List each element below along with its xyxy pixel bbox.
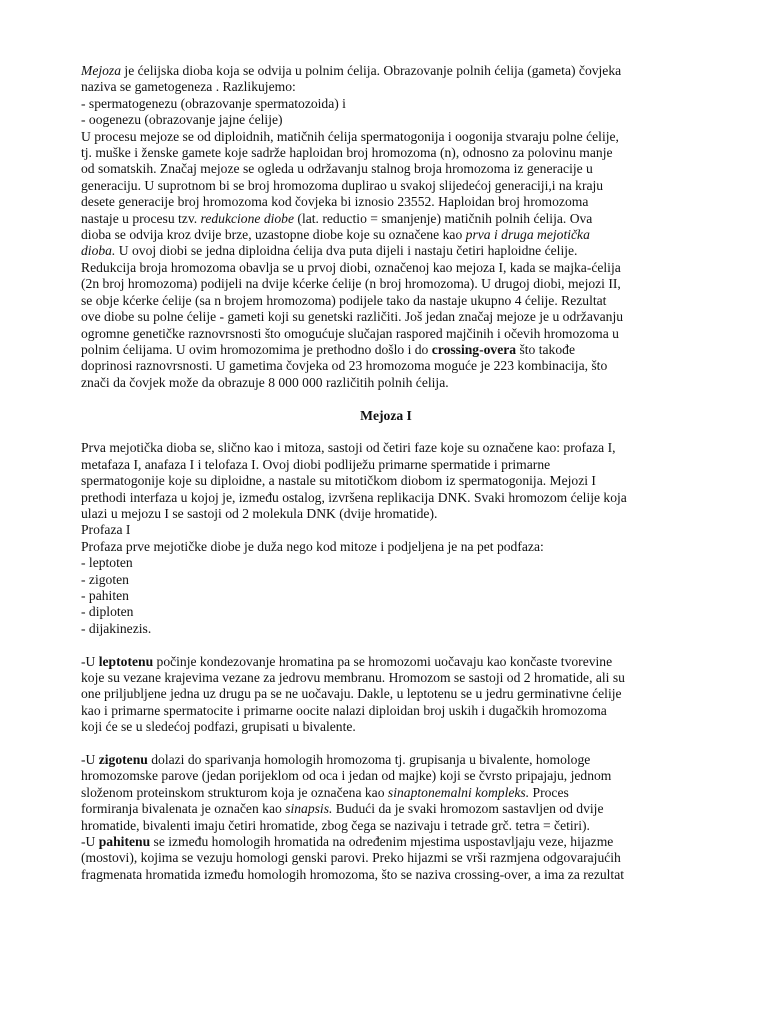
text-line: ove diobe su polne ćelije - gameti koji su genetski različiti. Još jedan značaj mejoze je u održavanju [81, 309, 624, 325]
text-line: Redukcija broja hromozoma obavlja se u prvoj diobi, označenoj kao mejoza I, kada se majka-ćelija [81, 259, 621, 275]
term-crossing-overa: crossing-overa [431, 341, 517, 357]
text-line: kao i primarne spermatocite i primarne oocite nalazi diploidan broj uskih i dugačkih hromozoma [81, 702, 607, 718]
text-line: Mejoza je ćelijska dioba koja se odvija u polnim ćelija. Obrazovanje polnih ćelija (gameta) čovjeka [81, 63, 622, 78]
text-line: se obje kćerke ćelije (sa n brojem hromozoma) podijele tako da nastaje ukupno 4 ćelije. Rezultat [81, 292, 607, 308]
spacer [81, 424, 691, 440]
document-page [81, 63, 691, 883]
spacer [81, 391, 691, 407]
text-line: one priljubljene jedna uz drugu pa se ne uočavaju. Dakle, u leptotenu se u jedru germinativne ćelije [81, 686, 622, 702]
text-line: od somatskih. Značaj mejoze se ogleda u održavanju stalnog broja hromozoma iz generacije u [81, 161, 593, 177]
text-line: -U leptotenu počinje kondezovanje hromatina pa se hromozomi uočavaju kao končaste tvorevine [81, 653, 613, 669]
text-line: U procesu mejoze se od diploidnih, matičnih ćelija spermatogonija i oogonija stvaraju polne ćelije, [81, 128, 619, 144]
text-line: (mostovi), kojima se vezuju homologi genski parovi. Preko hijazmi se vrši razmjena odgovarajućih [81, 850, 621, 866]
text-line: fragmenata hromatida između homologih hromozoma, što se naziva crossing-over, a ima za rezultat [81, 866, 625, 882]
text-line: nastaje u procesu tzv. redukcione diobe (lat. reductio = smanjenje) matičnih polnih ćelija. Ova [81, 210, 593, 226]
spacer [81, 637, 691, 653]
text-line: znači da čovjek može da obrazuje 8 000 000 različitih polnih ćelija. [81, 374, 449, 390]
list-item: - diploten [81, 604, 134, 620]
text-line: ulazi u mejozu I se sastoji od 2 molekula DNK (dvije hromatide). [81, 505, 438, 521]
text-line: -U pahitenu se između homologih hromatida na određenim mjestima uspostavljaju veze, hijazme [81, 834, 614, 850]
term-leptotenu: leptotenu [98, 653, 154, 669]
text-line: Profaza prve mejotičke diobe je duža nego kod mitoze i podjeljena je na pet podfaza: [81, 538, 544, 554]
list-item: - oogenezu (obrazovanje jajne ćelije) [81, 112, 283, 128]
list-item: - zigoten [81, 571, 129, 587]
leptoten-paragraph [81, 654, 691, 736]
text-line: polnim ćelijama. U ovim hromozomima je prethodno došlo i do crossing-overa što takođe [81, 341, 575, 357]
text-line: složenom proteinskom strukturom koja je označena kao sinaptonemalni kompleks. Proces [81, 784, 569, 800]
term-mejoza: Mejoza [81, 63, 122, 78]
text-line: spermatogonije koje su diploidne, a nastale su mitotičkom diobom iz spermatogonija. Mejozi I [81, 473, 596, 489]
text-line: tj. muške i ženske gamete koje sadrže haploidan broj hromozoma (n), odnosno za polovinu manje [81, 145, 613, 161]
text-line: (2n broj hromozoma) podijeli na dvije kćerke ćelije (n broj hromozoma). U drugoj diobi, mejozi II, [81, 276, 621, 292]
text-line: dioba. U ovoj diobi se jedna diploidna ćelija dva puta dijeli i nastaju četiri haploidne ćelije. [81, 243, 578, 259]
section-heading: Mejoza I [360, 407, 412, 423]
text-line: hromatide, bivalenti imaju četiri hromatide, zbog čega se nazivaju i tetrade grč. tetra = četiri). [81, 817, 590, 833]
text-line: koji će se u sledećoj podfazi, grupisati u bivalente. [81, 719, 356, 735]
text-line: naziva se gametogeneza . Razlikujemo: [81, 79, 296, 95]
text-line: ogromne genetičke raznovrsnosti što omogućuje slučajan raspored majčinih i očevih hromozoma u [81, 325, 619, 341]
term-zigotenu: zigotenu [98, 752, 148, 767]
text-line: Prva mejotička dioba se, slično kao i mitoza, sastoji od četiri faze koje su označene kao: profaza I, [81, 440, 616, 456]
term-prva-i-druga: prva i druga mejotička [465, 227, 590, 243]
text-line: doprinosi raznovrsnosti. U gametima čovjeka od 23 hromozoma moguće je 223 kombinacija, što [81, 358, 608, 374]
text-line: dioba se odvija kroz dvije brze, uzastopne diobe koje su označene kao prva i druga mejotička [81, 227, 590, 243]
spacer [81, 736, 691, 752]
zigoten-paragraph [81, 752, 691, 883]
text-line: prethodi interfaza u kojoj je, između ostalog, izvršena replikacija DNK. Svaki hromozom ćelije koja [81, 489, 627, 505]
text-line: -U zigotenu dolazi do sparivanja homologih hromozoma tj. grupisanja u bivalente, homologe [81, 752, 591, 767]
term-pahitenu: pahitenu [98, 834, 151, 850]
term-dioba: dioba. [81, 243, 116, 259]
term-redukcione-diobe: redukcione diobe [200, 210, 295, 226]
text-line: koje su vezane krajevima vezane za jedrovu membranu. Hromozom se sastoji od 2 hromatide, ali su [81, 669, 625, 685]
text-line: desete generacije broj hromozoma kod čovjeka bi iznosio 23552. Haploidan broj hromozoma [81, 194, 589, 210]
list-item: - dijakinezis. [81, 620, 152, 636]
text-line: metafaza I, anafaza I i telofaza I. Ovoj diobi podliježu primarne spermatide i primarne [81, 456, 551, 472]
list-item: - spermatogenezu (obrazovanje spermatozoida) i [81, 95, 346, 111]
intro-paragraph [81, 63, 691, 391]
subheading: Profaza I [81, 522, 131, 538]
text-line: formiranja bivalenata je označen kao sinapsis. Budući da je svaki hromozom sastavljen od dvije [81, 801, 604, 817]
list-item: - pahiten [81, 587, 129, 603]
term-sinapsis: sinapsis. [285, 801, 333, 817]
meiosis-i-paragraph [81, 440, 691, 637]
list-item: - leptoten [81, 555, 133, 571]
text-line: hromozomske parove (jedan porijeklom od oca i jedan od majke) koji se čvrsto pripajaju, jednom [81, 768, 612, 784]
text-line: generaciju. U suprotnom bi se broj hromozoma duplirao u svakoj slijedećoj generaciji,i na kraju [81, 177, 604, 193]
term-sinaptonemalni: sinaptonemalni kompleks. [387, 784, 530, 800]
